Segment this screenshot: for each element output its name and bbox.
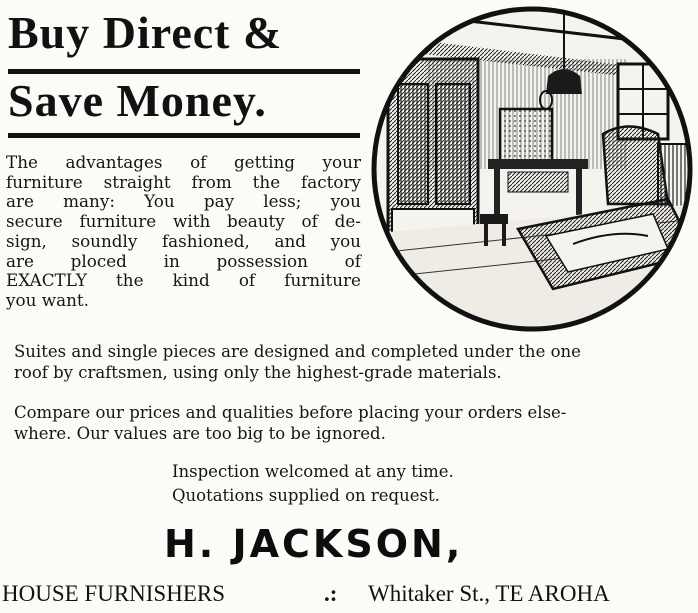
headline-line-1: Buy Direct &: [8, 7, 283, 58]
business-address: Whitaker St., TE AROHA: [368, 581, 610, 606]
intro-word: sign,: [6, 230, 47, 251]
intro-word: are: [6, 191, 34, 212]
intro-word: factory: [301, 171, 361, 192]
craftsmanship-paragraph: [14, 341, 581, 383]
intro-line: [6, 271, 361, 291]
wardrobe: [388, 59, 478, 234]
intro-word: your: [322, 152, 361, 172]
intro-paragraph: [6, 153, 361, 311]
intro-word: less;: [263, 191, 302, 212]
intro-word: you: [330, 230, 361, 251]
compare-line-1: Compare our prices and qualities before placing your orders else-: [14, 403, 567, 422]
intro-word: with: [172, 211, 211, 232]
intro-line: [6, 212, 361, 232]
intro-word: getting: [233, 152, 296, 172]
intro-word: furniture: [6, 171, 83, 192]
intro-word: of: [301, 211, 318, 232]
intro-word: furniture: [284, 270, 361, 291]
intro-word: secure: [6, 211, 63, 232]
headline-divider-bottom: [8, 133, 360, 138]
intro-word: pay: [203, 191, 235, 212]
intro-word: The: [6, 152, 38, 172]
business-type: HOUSE FURNISHERS: [2, 581, 226, 606]
furnished-room-illustration: [368, 4, 696, 334]
intro-word: ploced: [70, 250, 127, 271]
intro-word: and: [274, 230, 307, 251]
intro-word: fashioned,: [161, 230, 250, 251]
room-scene: [368, 4, 696, 334]
intro-word: de-: [334, 211, 361, 232]
intro-word: straight: [103, 171, 171, 192]
intro-word: You: [144, 191, 175, 212]
quotations-note: Quotations supplied on request.: [172, 486, 440, 505]
intro-word: you: [330, 191, 361, 212]
intro-line: [6, 232, 361, 252]
intro-line: [6, 291, 361, 311]
intro-word: advantages: [65, 152, 163, 172]
intro-word: furniture: [79, 211, 157, 232]
intro-word: EXACTLY: [6, 270, 87, 291]
compare-paragraph: [14, 402, 566, 444]
intro-word: soundly: [71, 230, 138, 251]
intro-word: of: [190, 152, 207, 172]
intro-word: the: [116, 270, 144, 291]
intro-word: possession: [216, 250, 308, 271]
intro-line: [6, 192, 361, 212]
merchant-name: H. JACKSON,: [164, 522, 464, 566]
intro-word: in: [163, 250, 180, 271]
intro-word: kind: [172, 270, 210, 291]
inspection-note: Inspection welcomed at any time.: [172, 462, 454, 481]
headline-line-2: Save Money.: [8, 75, 267, 126]
intro-word: of: [238, 270, 256, 291]
intro-word: from: [191, 171, 232, 192]
intro-word: are: [6, 250, 34, 271]
intro-line: [6, 173, 361, 193]
intro-word: many:: [63, 191, 115, 212]
compare-line-2: where. Our values are too big to be ignored.: [14, 424, 386, 443]
intro-word: you want.: [6, 289, 89, 310]
craftsmanship-line-1: Suites and single pieces are designed and completed under the one: [14, 342, 581, 361]
intro-line: [6, 252, 361, 272]
intro-word: of: [344, 250, 361, 271]
intro-word: beauty: [227, 211, 285, 232]
intro-word: the: [252, 171, 281, 192]
footer-separator: .:: [324, 581, 338, 606]
intro-line: [6, 153, 361, 173]
footer-line: [2, 581, 692, 609]
craftsmanship-line-2: roof by craftsmen, using only the highest-grade materials.: [14, 363, 502, 382]
